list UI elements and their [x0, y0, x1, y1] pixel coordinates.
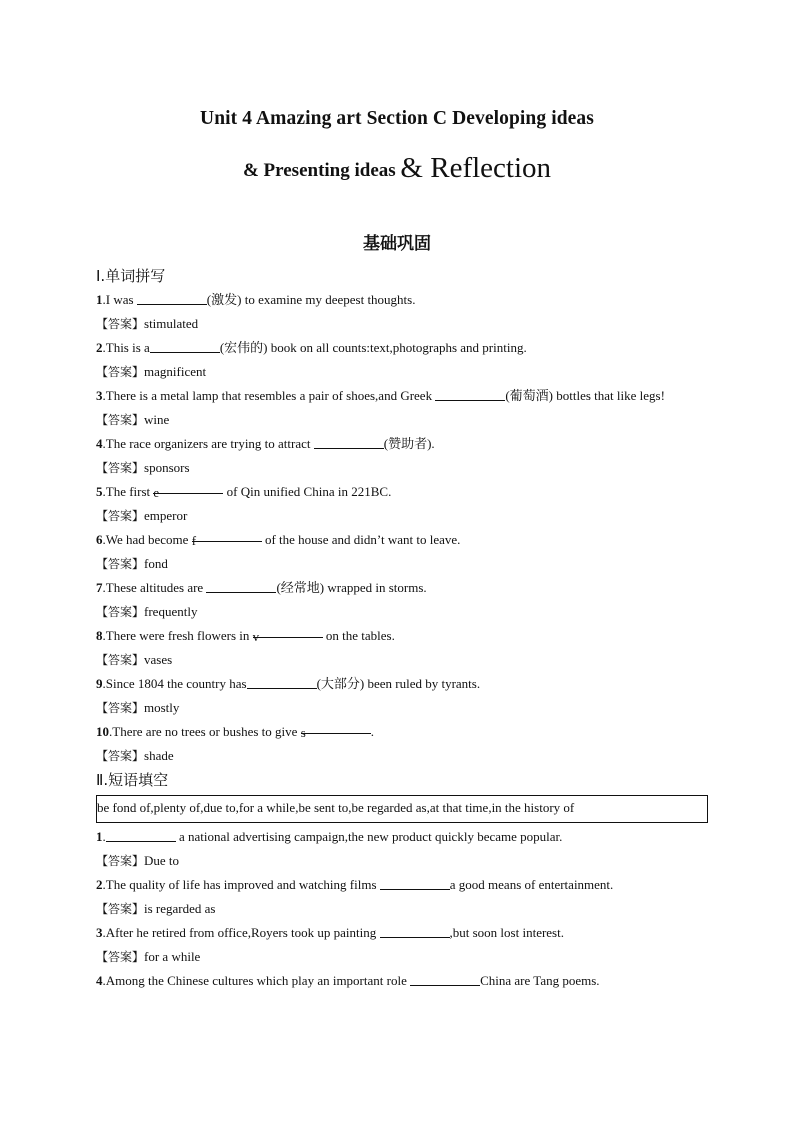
answer-1: 【答案】stimulated: [96, 316, 199, 331]
answer-10: 【答案】shade: [96, 748, 174, 763]
answer-blank: [150, 340, 220, 353]
question-3: 3.There is a metal lamp that resembles a pair of shoes,and Greek (葡萄酒) bottles that like legs!: [96, 388, 665, 403]
section2-heading: Ⅱ.短语填空: [96, 771, 169, 789]
exercise-content: [96, 264, 708, 993]
answer-blank: e: [153, 481, 223, 494]
question-5: 5.The first e of Qin unified China in 221BC.: [96, 480, 708, 504]
phrase-answer-3: 【答案】for a while: [96, 949, 201, 964]
answer-3: 【答案】wine: [96, 412, 170, 427]
question-9: 9.Since 1804 the country has (大部分) been ruled by tyrants.: [96, 676, 481, 691]
answer-blank: [435, 388, 505, 401]
answer-5: 【答案】emperor: [96, 508, 188, 523]
answer-blank: [314, 436, 384, 449]
answer-blank: [137, 292, 207, 305]
answer-blank: f: [192, 529, 262, 542]
title-line2-large: & Reflection: [400, 152, 552, 184]
answer-7: 【答案】frequently: [96, 604, 198, 619]
section1-heading: Ⅰ.单词拼写: [96, 267, 166, 285]
phrase-question-4: 4.Among the Chinese cultures which play an important role China are Tang poems.: [96, 973, 600, 988]
answer-blank: [206, 580, 276, 593]
answer-4: 【答案】sponsors: [96, 460, 190, 475]
answer-9: 【答案】mostly: [96, 700, 180, 715]
section-subhead: 基础巩固: [363, 234, 431, 254]
answer-8: 【答案】vases: [96, 652, 173, 667]
phrase-question-3: 3.After he retired from office,Royers took up painting ,but soon lost interest.: [96, 925, 564, 940]
question-4: 4.The race organizers are trying to attract (赞助者).: [96, 436, 435, 451]
question-8: 8.There were fresh flowers in v on the tables.: [96, 624, 708, 648]
answer-blank: [380, 877, 450, 890]
document-title-line2: [0, 152, 794, 185]
phrase-bank-box: be fond of,plenty of,due to,for a while,be sent to,be regarded as,at that time,in the history of: [96, 795, 708, 823]
question-7: 7.These altitudes are (经常地) wrapped in storms.: [96, 580, 427, 595]
phrase-question-1: 1. a national advertising campaign,the new product quickly became popular.: [96, 829, 563, 844]
answer-blank: v: [253, 625, 323, 638]
question-6: 6.We had become f of the house and didn’t want to leave.: [96, 528, 708, 552]
question-2: 2.This is a (宏伟的) book on all counts:text,photographs and printing.: [96, 340, 527, 355]
answer-6: 【答案】fond: [96, 556, 168, 571]
phrase-answer-1: 【答案】Due to: [96, 853, 180, 868]
answer-blank: [106, 829, 176, 842]
answer-blank: s: [301, 721, 371, 734]
question-10: 10.There are no trees or bushes to give s .: [96, 720, 708, 744]
answer-blank: [380, 925, 450, 938]
answer-2: 【答案】magnificent: [96, 364, 207, 379]
phrase-answer-2: 【答案】is regarded as: [96, 901, 216, 916]
question-1: 1.I was (激发) to examine my deepest thoughts.: [96, 292, 416, 307]
phrase-question-2: 2.The quality of life has improved and watching films a good means of entertainment.: [96, 877, 614, 892]
answer-blank: [247, 676, 317, 689]
document-title-line1: Unit 4 Amazing art Section C Developing ideas: [200, 108, 594, 129]
answer-blank: [410, 973, 480, 986]
title-line2-bold: & Presenting ideas: [242, 160, 396, 181]
